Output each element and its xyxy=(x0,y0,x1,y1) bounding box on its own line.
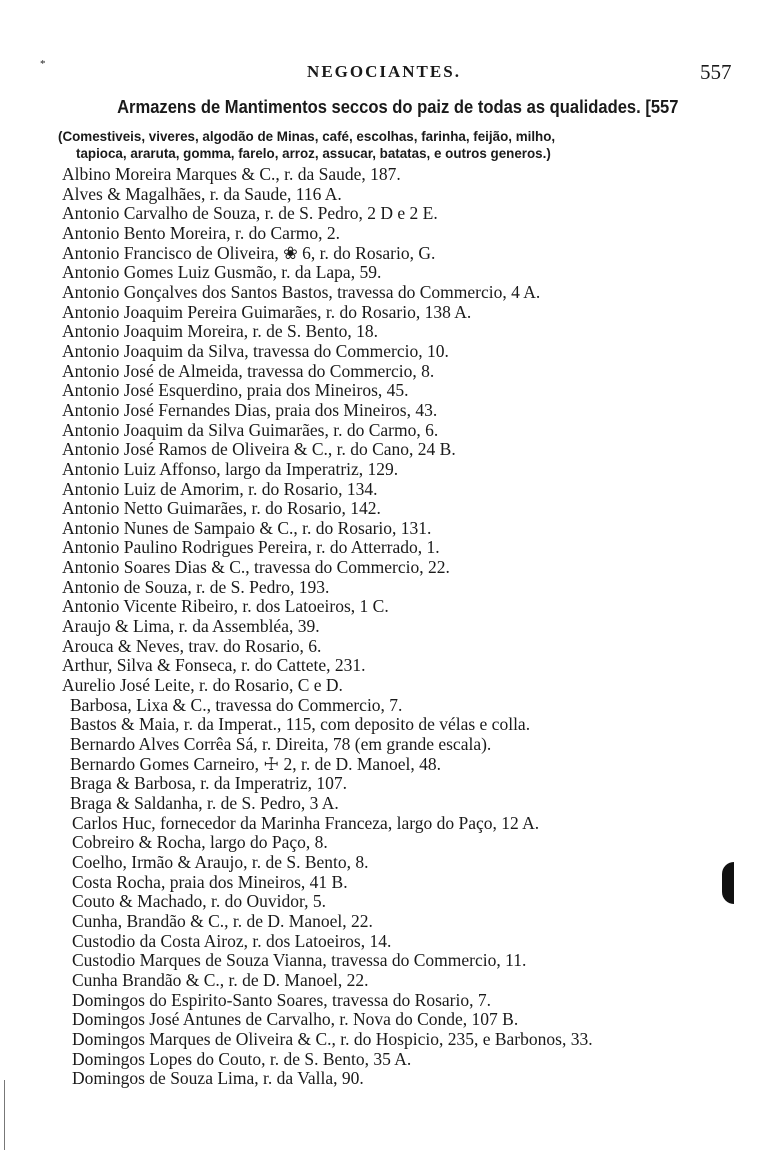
merchant-entry: Antonio José Ramos de Oliveira & C., r. do Cano, 24 B. xyxy=(62,439,456,460)
section-note xyxy=(58,128,738,162)
section-note-line: tapioca, araruta, gomma, farelo, arroz, assucar, batatas, e outros generos.) xyxy=(76,146,551,161)
merchant-entry: Coelho, Irmão & Araujo, r. de S. Bento, 8. xyxy=(72,851,369,872)
merchant-entry: Couto & Machado, r. do Ouvidor, 5. xyxy=(72,891,326,912)
merchant-entry: Antonio Luiz Affonso, largo da Imperatriz, 129. xyxy=(62,458,399,479)
merchant-entry: Custodio da Costa Airoz, r. dos Latoeiros, 14. xyxy=(72,930,392,951)
merchant-entry: Antonio José Esquerdino, praia dos Mineiros, 45. xyxy=(62,380,409,401)
merchant-entry: Antonio Joaquim da Silva Guimarães, r. do Carmo, 6. xyxy=(62,419,439,440)
merchant-entry: Aurelio José Leite, r. do Rosario, C e D. xyxy=(62,675,343,696)
merchant-entry: Antonio Bento Moreira, r. do Carmo, 2. xyxy=(62,222,341,243)
merchant-entry: Antonio José de Almeida, travessa do Commercio, 8. xyxy=(62,360,435,381)
merchant-entry: Domingos do Espirito-Santo Soares, travessa do Rosario, 7. xyxy=(72,989,491,1010)
merchant-entry: Antonio Vicente Ribeiro, r. dos Latoeiros, 1 C. xyxy=(62,596,389,617)
page-number: 557 xyxy=(700,60,732,84)
merchant-entry: Domingos de Souza Lima, r. da Valla, 90. xyxy=(72,1068,364,1089)
merchant-entry: Antonio de Souza, r. de S. Pedro, 193. xyxy=(62,576,330,597)
binding-edge-line xyxy=(4,1080,5,1150)
merchant-entry: Cunha Brandão & C., r. de D. Manoel, 22. xyxy=(72,969,369,990)
merchant-entry: Antonio Joaquim Moreira, r. de S. Bento, 18. xyxy=(62,321,378,342)
merchant-entry: Alves & Magalhães, r. da Saude, 116 A. xyxy=(62,183,342,204)
merchant-entry: Custodio Marques de Souza Vianna, travessa do Commercio, 11. xyxy=(72,950,527,971)
merchant-entry: Antonio Joaquim Pereira Guimarães, r. do Rosario, 138 A. xyxy=(62,301,472,322)
merchant-entry: Albino Moreira Marques & C., r. da Saude, 187. xyxy=(62,164,401,184)
section-title: Armazens de Mantimentos seccos do paiz de todas as qualidades. [557 xyxy=(117,97,679,117)
merchant-entry: Domingos Marques de Oliveira & C., r. do Hospicio, 235, e Barbonos, 33. xyxy=(72,1028,593,1049)
merchant-entry: Antonio Netto Guimarães, r. do Rosario, 142. xyxy=(62,498,381,519)
merchant-entry: Bastos & Maia, r. da Imperat., 115, com deposito de vélas e colla. xyxy=(70,714,531,735)
merchant-entry: Arouca & Neves, trav. do Rosario, 6. xyxy=(62,635,322,656)
running-header: NEGOCIANTES. xyxy=(307,62,461,81)
merchant-entry: Antonio José Fernandes Dias, praia dos Mineiros, 43. xyxy=(62,399,438,420)
merchant-entry: Araujo & Lima, r. da Assembléa, 39. xyxy=(62,616,320,637)
merchant-entry: Antonio Carvalho de Souza, r. de S. Pedro, 2 D e 2 E. xyxy=(62,203,438,224)
merchant-entry: Cunha, Brandão & C., r. de D. Manoel, 22. xyxy=(72,910,373,931)
merchant-entry: Barbosa, Lixa & C., travessa do Commercio, 7. xyxy=(70,694,403,715)
merchant-entry: Domingos José Antunes de Carvalho, r. Nova do Conde, 107 B. xyxy=(72,1009,519,1030)
merchant-entry: Carlos Huc, fornecedor da Marinha Franceza, largo do Paço, 12 A. xyxy=(72,812,540,833)
section-note-line: (Comestiveis, viveres, algodão de Minas, café, escolhas, farinha, feijão, milho, xyxy=(58,129,556,144)
corner-mark: * xyxy=(40,58,46,70)
merchant-entry: Antonio Nunes de Sampaio & C., r. do Rosario, 131. xyxy=(62,517,432,538)
merchant-entry: Arthur, Silva & Fonseca, r. do Cattete, 231. xyxy=(62,655,366,676)
merchant-list xyxy=(62,165,752,1089)
merchant-entry: Antonio Joaquim da Silva, travessa do Commercio, 10. xyxy=(62,340,449,361)
merchant-entry: Domingos Lopes do Couto, r. de S. Bento, 35 A. xyxy=(72,1048,412,1069)
merchant-entry: Braga & Barbosa, r. da Imperatriz, 107. xyxy=(70,773,347,794)
page-edge-mark xyxy=(722,862,734,904)
merchant-entry: Antonio Francisco de Oliveira, ❀ 6, r. do Rosario, G. xyxy=(62,242,436,263)
merchant-entry: Cobreiro & Rocha, largo do Paço, 8. xyxy=(72,832,328,853)
merchant-entry: Costa Rocha, praia dos Mineiros, 41 B. xyxy=(72,871,348,892)
merchant-entry: Antonio Gonçalves dos Santos Bastos, travessa do Commercio, 4 A. xyxy=(62,281,541,302)
merchant-entry: Bernardo Alves Corrêa Sá, r. Direita, 78 (em grande escala). xyxy=(70,734,492,755)
merchant-entry: Antonio Paulino Rodrigues Pereira, r. do Atterrado, 1. xyxy=(62,537,440,558)
merchant-entry: Antonio Soares Dias & C., travessa do Commercio, 22. xyxy=(62,557,450,578)
merchant-entry: Antonio Gomes Luiz Gusmão, r. da Lapa, 59. xyxy=(62,262,382,283)
merchant-entry: Antonio Luiz de Amorim, r. do Rosario, 134. xyxy=(62,478,378,499)
merchant-entry: Braga & Saldanha, r. de S. Pedro, 3 A. xyxy=(70,793,339,813)
merchant-entry: Bernardo Gomes Carneiro, ☩ 2, r. de D. Manoel, 48. xyxy=(70,753,441,774)
